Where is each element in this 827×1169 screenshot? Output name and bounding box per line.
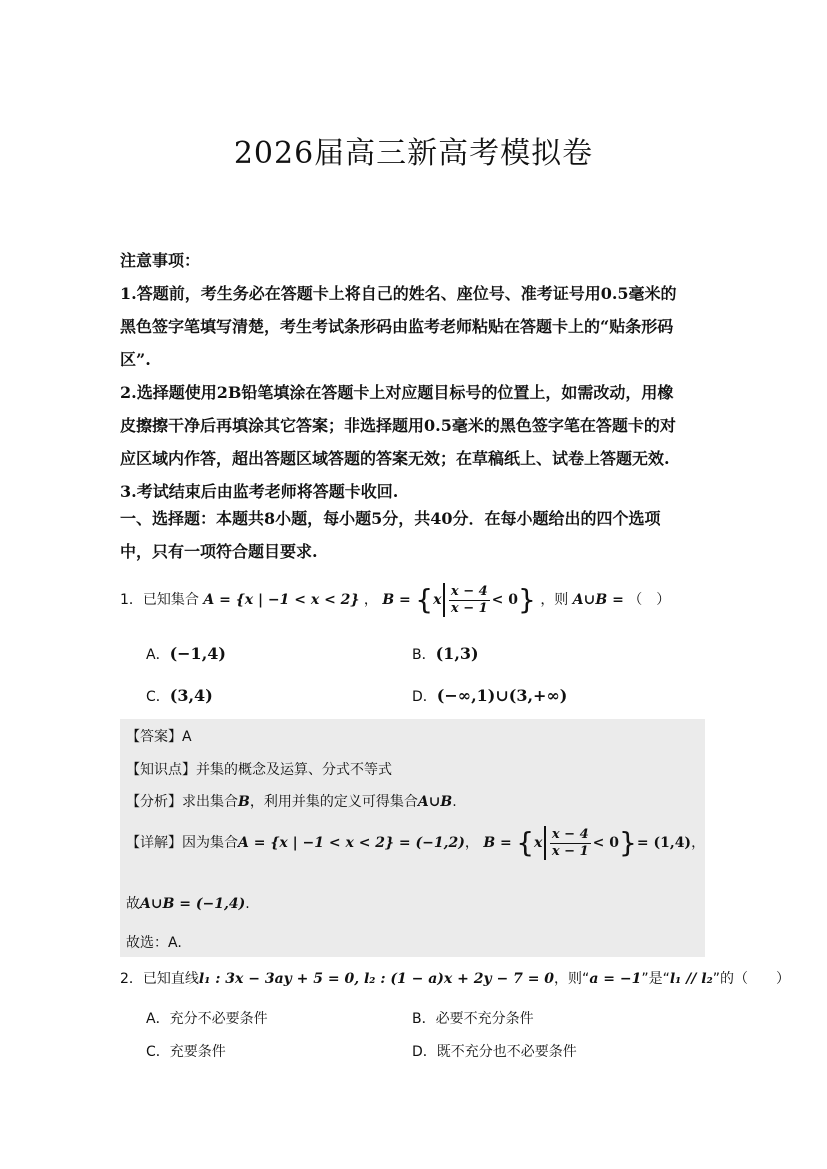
question-1-stem — [120, 583, 670, 617]
q2-mid2: ”是“ — [641, 971, 670, 987]
q1-set-b-rhs: < 0 — [491, 592, 519, 608]
option-label: B． — [412, 1011, 436, 1027]
option-value: 充分不必要条件 — [169, 1011, 268, 1027]
notes-block — [120, 244, 710, 508]
detail-bar — [544, 826, 546, 860]
detail-set-b-lhs: B = — [483, 835, 512, 851]
option-value: (1,3) — [435, 644, 479, 663]
note-2-line-2: 皮擦擦干净后再填涂其它答案；非选择题用0.5毫米的黑色签字笔在答题卡的对 — [120, 416, 676, 435]
detail-sep: ， — [464, 835, 479, 851]
analysis-d: A∪B — [417, 794, 453, 810]
option-label: C． — [146, 1044, 170, 1060]
q1-option-c — [146, 686, 213, 706]
detail-frac-den: x − 1 — [551, 843, 589, 859]
q2-mid: ，则“ — [554, 971, 590, 987]
q1-fraction — [449, 584, 490, 617]
q1-x: x — [433, 592, 442, 608]
q2-cond2: l₁ // l₂ — [669, 971, 713, 987]
detail-end: ， — [691, 835, 706, 851]
q2-option-d — [412, 1041, 577, 1061]
detail-x: x — [534, 835, 543, 851]
detail-fraction — [550, 827, 591, 860]
note-2-line-1: 2.选择题使用2B铅笔填涂在答题卡上对应题目标号的位置上，如需改动，用橡 — [120, 383, 674, 402]
conclusion-end: . — [245, 896, 250, 912]
analysis-tag: 【分析】 — [126, 794, 182, 810]
q2-option-a — [146, 1008, 268, 1028]
option-label: A． — [146, 647, 170, 663]
q1-union: A∪B = — [572, 592, 624, 608]
q1-right-brace: } — [518, 583, 536, 616]
option-value: (3,4) — [169, 686, 213, 705]
option-label: C． — [146, 689, 170, 705]
analysis-e: . — [452, 794, 457, 810]
detail-left-brace: { — [516, 826, 535, 859]
solution-choice: 故选：A. — [126, 935, 182, 951]
q1-set-a: A = {x | −1 < x < 2} — [203, 592, 360, 608]
option-label: B． — [412, 647, 436, 663]
detail-rhs: < 0 — [592, 835, 620, 851]
detail-result: = (1,4) — [636, 835, 692, 851]
q1-frac-den: x − 1 — [450, 600, 488, 616]
option-value: 充要条件 — [169, 1044, 226, 1060]
option-value: (−1,4) — [169, 644, 226, 663]
q1-frac-num: x − 4 — [450, 583, 488, 599]
notes-heading: 注意事项： — [120, 251, 201, 270]
q2-prefix: 2．已知直线 — [120, 971, 199, 987]
q2-cond: a = −1 — [589, 971, 642, 987]
analysis-text-c: ，利用并集的定义可得集合 — [249, 794, 418, 810]
q1-left-brace: { — [415, 583, 434, 616]
detail-frac-num: x − 4 — [551, 826, 589, 842]
detail-text: 因为集合 — [182, 835, 238, 851]
q2-option-c — [146, 1041, 226, 1061]
solution-answer — [126, 726, 192, 746]
q2-option-b — [412, 1008, 534, 1028]
q2-lines: l₁ : 3x − 3ay + 5 = 0, l₂ : (1 − a)x + 2y − 7 = 0 — [198, 971, 555, 987]
q2-end: ”的（ ） — [712, 971, 790, 987]
analysis-text-a: 求出集合 — [182, 794, 238, 810]
q1-prefix: 1．已知集合 — [120, 592, 199, 608]
exam-title: 2026届高三新高考模拟卷 — [233, 136, 594, 171]
solution-knowledge — [126, 759, 392, 779]
option-value: (−∞,1)∪(3,+∞) — [436, 686, 568, 705]
q1-option-a — [146, 644, 226, 664]
note-1-line-3: 区”. — [120, 350, 151, 369]
note-1-line-2: 黑色签字笔填写清楚，考生考试条形码由监考老师粘贴在答题卡上的“贴条形码 — [120, 317, 674, 336]
solution-conclusion — [126, 893, 250, 913]
option-value: 必要不充分条件 — [435, 1011, 534, 1027]
solution-analysis — [126, 791, 457, 811]
option-value: 既不充分也不必要条件 — [436, 1044, 577, 1060]
detail-tag: 【详解】 — [126, 835, 182, 851]
section-heading — [120, 502, 710, 568]
note-3-line-1: 3.考试结束后由监考老师将答题卡收回. — [120, 482, 399, 501]
answer-tag: 【答案】 — [126, 729, 182, 745]
option-label: A． — [146, 1011, 170, 1027]
conclusion-math: A∪B = (−1,4) — [140, 896, 246, 912]
question-2-stem — [120, 968, 790, 988]
q1-option-d — [412, 686, 567, 706]
analysis-b: B — [238, 794, 250, 810]
q1-option-b — [412, 644, 479, 664]
q1-sep: ， — [363, 592, 378, 608]
conclusion-text: 故 — [126, 896, 140, 912]
detail-set-a: A = {x | −1 < x < 2} = (−1,2) — [238, 835, 465, 851]
q1-set-b-lhs: B = — [382, 592, 411, 608]
q1-paren: （ ） — [628, 592, 671, 608]
option-label: D． — [412, 689, 437, 705]
knowledge-tag: 【知识点】 — [126, 762, 196, 778]
solution-detail — [126, 826, 705, 860]
q1-suffix: ，则 — [540, 592, 569, 608]
q1-bar — [443, 583, 445, 617]
note-2-line-3: 应区域内作答，超出答题区域答题的答案无效；在草稿纸上、试卷上答题无效. — [120, 449, 670, 468]
section-line-1: 一、选择题：本题共8小题，每小题5分，共40分．在每小题给出的四个选项 — [120, 509, 661, 528]
note-1-line-1: 1.答题前，考生务必在答题卡上将自己的姓名、座位号、准考证号用0.5毫米的 — [120, 284, 677, 303]
answer-value: A — [182, 729, 192, 745]
detail-right-brace: } — [619, 826, 637, 859]
knowledge-text: 并集的概念及运算、分式不等式 — [196, 762, 392, 778]
option-label: D． — [412, 1044, 437, 1060]
section-line-2: 中，只有一项符合题目要求. — [120, 542, 318, 561]
